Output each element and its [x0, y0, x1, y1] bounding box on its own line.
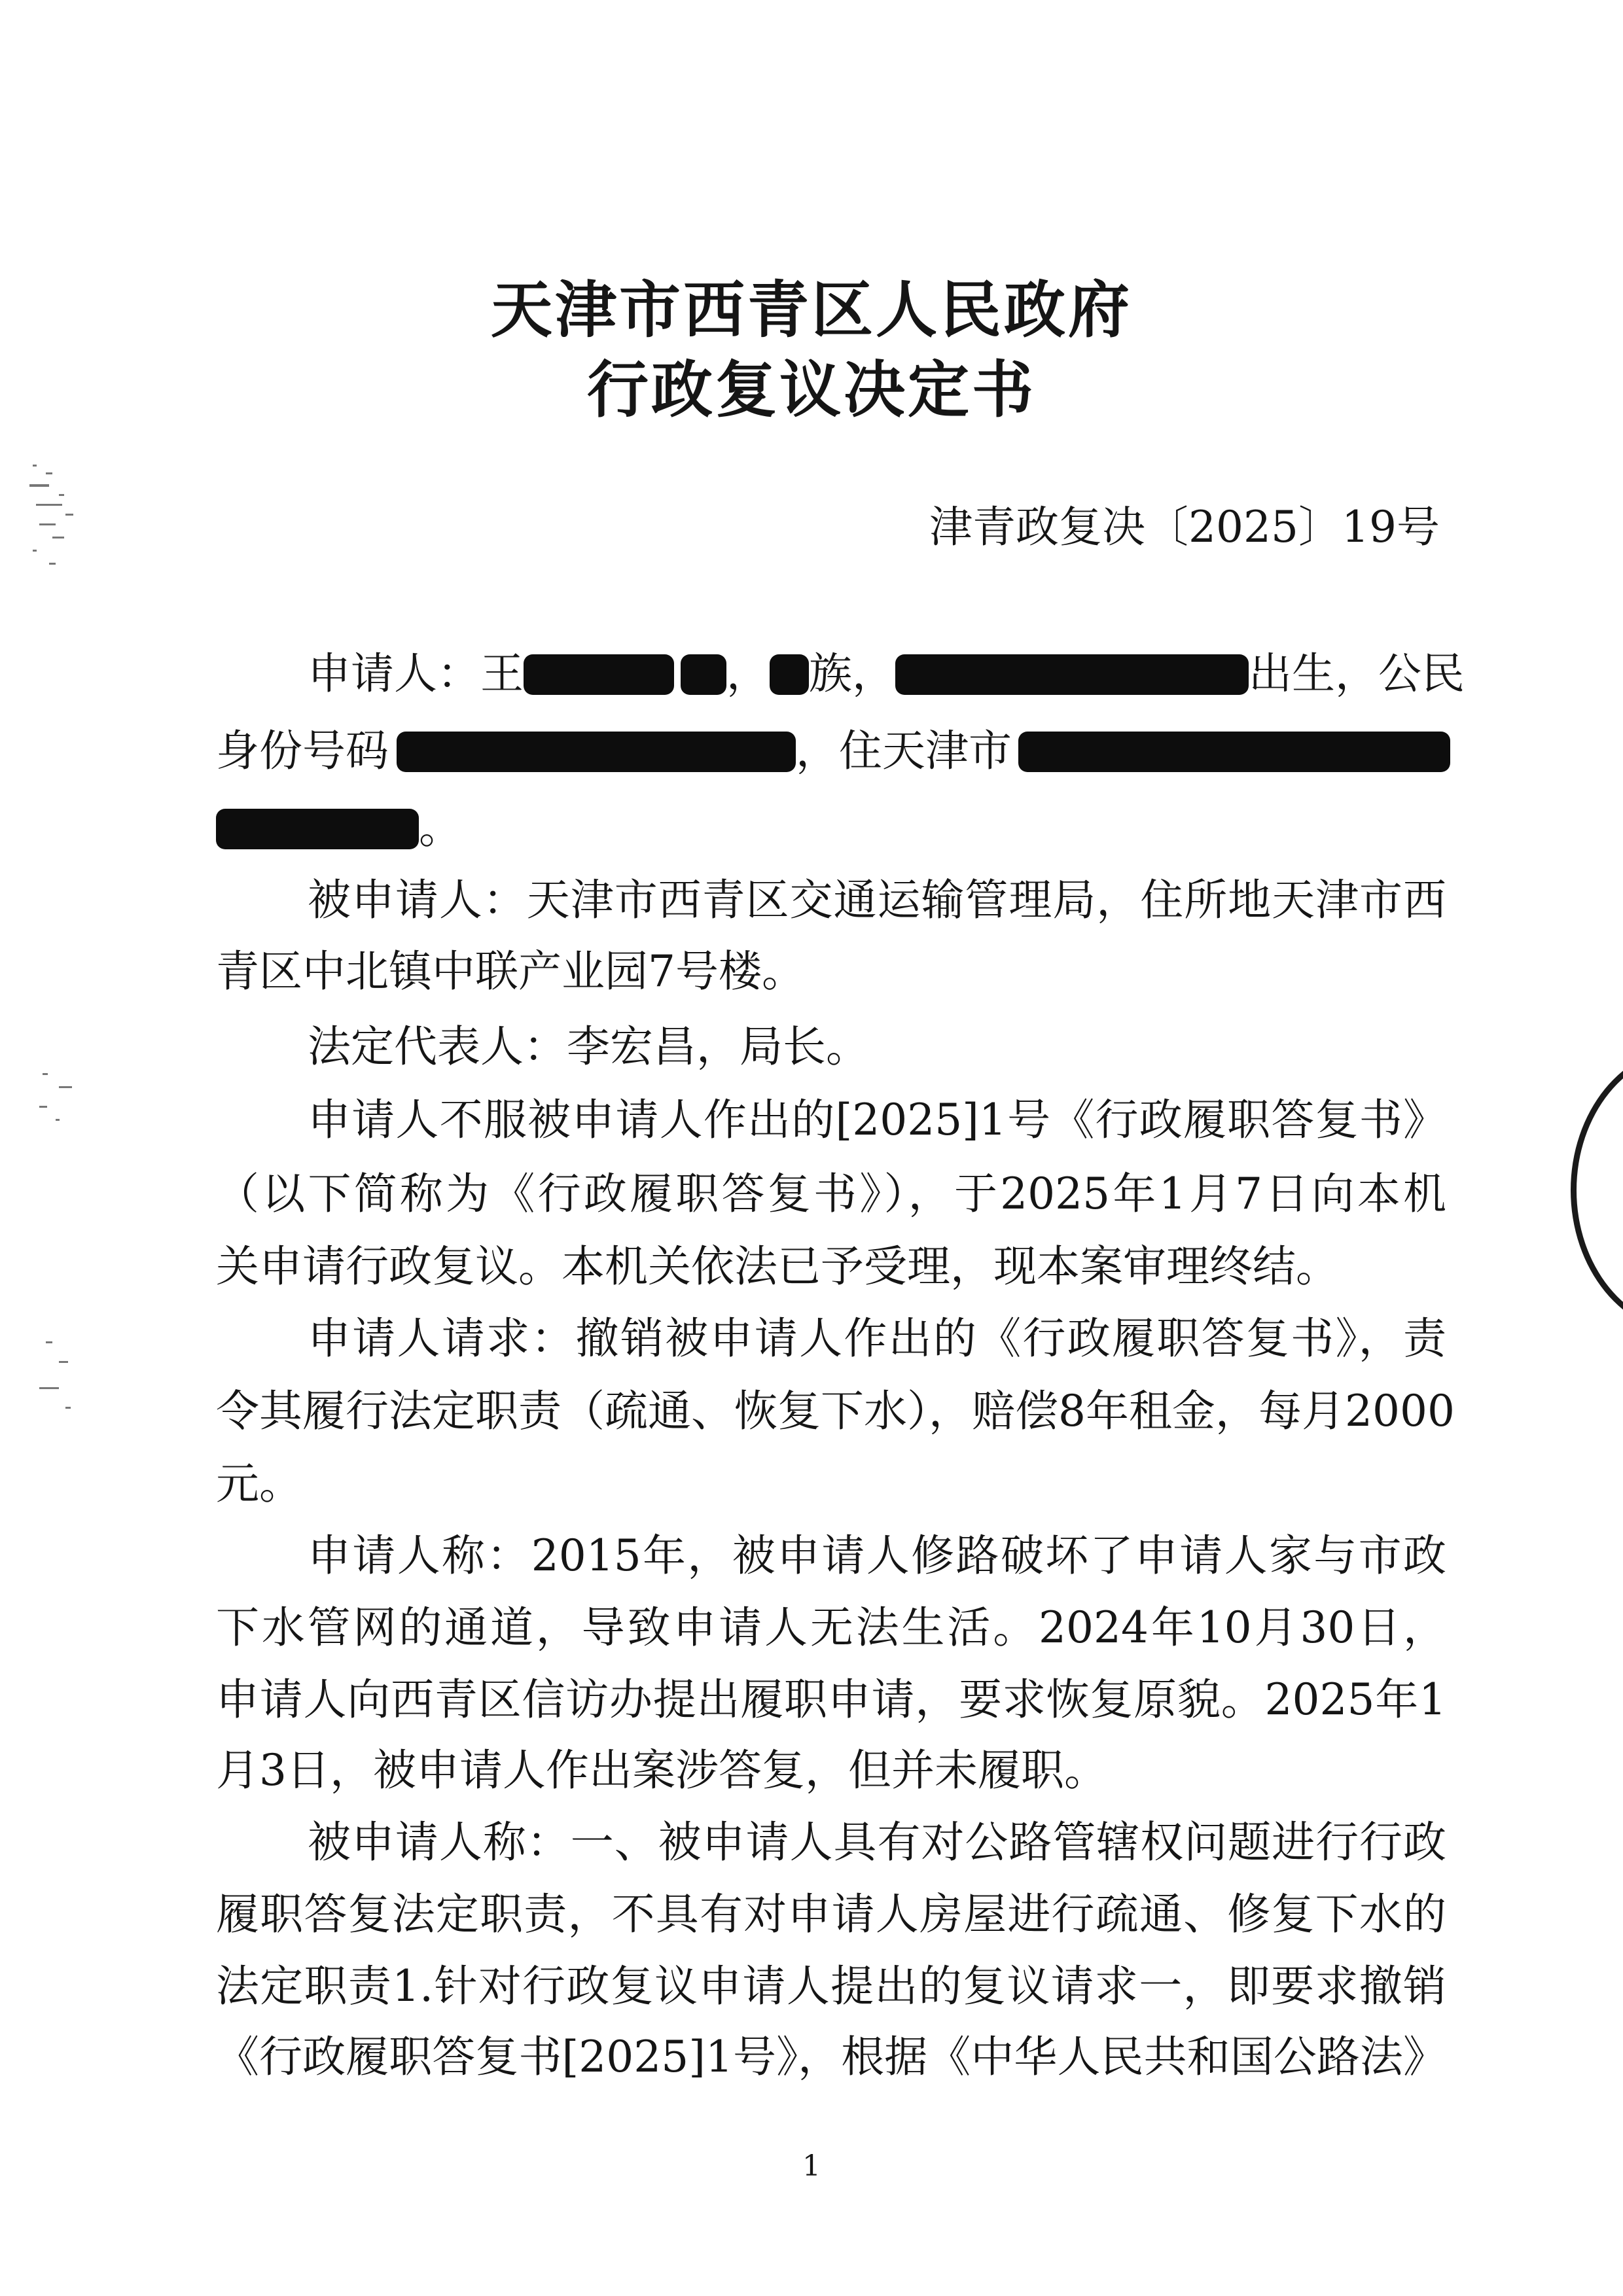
redaction-address: [1018, 732, 1450, 772]
redaction-birthdate: [895, 654, 1249, 695]
p4-line-2: （以下简称为《行政履职答复书》），于2025年1月7日向本机: [216, 1169, 1446, 1219]
applicant-line-1: [308, 648, 1465, 700]
p7-line-1: 被申请人称：一、被申请人具有对公路管辖权问题进行行政: [308, 1817, 1446, 1867]
respondent-line-1: 被申请人：天津市西青区交通运输管理局，住所地天津市西: [308, 875, 1446, 925]
redaction-id-number: [397, 732, 796, 772]
p4-line-1: 申请人不服被申请人作出的[2025]1号《行政履职答复书》: [308, 1095, 1446, 1145]
scan-noise: [20, 458, 111, 1439]
page-number: 1: [802, 2149, 821, 2183]
p7-line-3: 法定职责1.针对行政复议申请人提出的复议请求一，即要求撤销: [216, 1961, 1446, 2011]
redaction-gender: [681, 654, 726, 695]
address-label: ，住天津市: [796, 726, 1012, 776]
applicant-label: 申请人：王: [308, 648, 524, 699]
p6-line-4: 月3日，被申请人作出案涉答复，但并未履职。: [216, 1745, 1107, 1795]
birth-suffix: 出生，公民: [1249, 648, 1465, 699]
ethnicity-suffix: 族，: [809, 648, 895, 699]
p6-line-2: 下水管网的通道，导致申请人无法生活。2024年10月30日，: [216, 1602, 1446, 1653]
p6-line-3: 申请人向西青区信访办提出履职申请，要求恢复原貌。2025年1: [216, 1674, 1446, 1725]
p5-line-3: 元。: [216, 1458, 302, 1509]
p7-line-2: 履职答复法定职责，不具有对申请人房屋进行疏通、修复下水的: [216, 1889, 1446, 1939]
redaction-ethnicity: [770, 654, 809, 695]
official-seal-fragment: [1571, 1047, 1623, 1333]
applicant-line-3: [216, 802, 1446, 855]
redaction-name: [524, 654, 674, 695]
legal-rep-line: 法定代表人：李宏昌，局长。: [308, 1021, 869, 1072]
p5-line-2: 令其履行法定职责（疏通、恢复下水），赔偿8年租金，每月2000: [216, 1386, 1455, 1436]
document-number: 津青政复决〔2025〕19号: [929, 502, 1440, 552]
p6-line-1: 申请人称：2015年，被申请人修路破坏了申请人家与市政: [308, 1530, 1446, 1581]
applicant-line-2: [216, 725, 1446, 777]
period: 。: [419, 803, 462, 853]
p7-line-4: 《行政履职答复书[2025]1号》，根据《中华人民共和国公路法》: [216, 2032, 1446, 2082]
document-title-line2: 行政复议决定书: [586, 354, 1036, 426]
id-label: 身份号码: [216, 726, 389, 776]
respondent-line-2: 青区中北镇中联产业园7号楼。: [216, 946, 805, 997]
redaction-address-cont: [216, 809, 419, 849]
p4-line-3: 关申请行政复议。本机关依法已予受理，现本案审理终结。: [216, 1241, 1339, 1292]
document-title-line1: 天津市西青区人民政府: [490, 274, 1132, 346]
p5-line-1: 申请人请求：撤销被申请人作出的《行政履职答复书》，责: [308, 1313, 1446, 1364]
comma: ，: [726, 648, 770, 699]
